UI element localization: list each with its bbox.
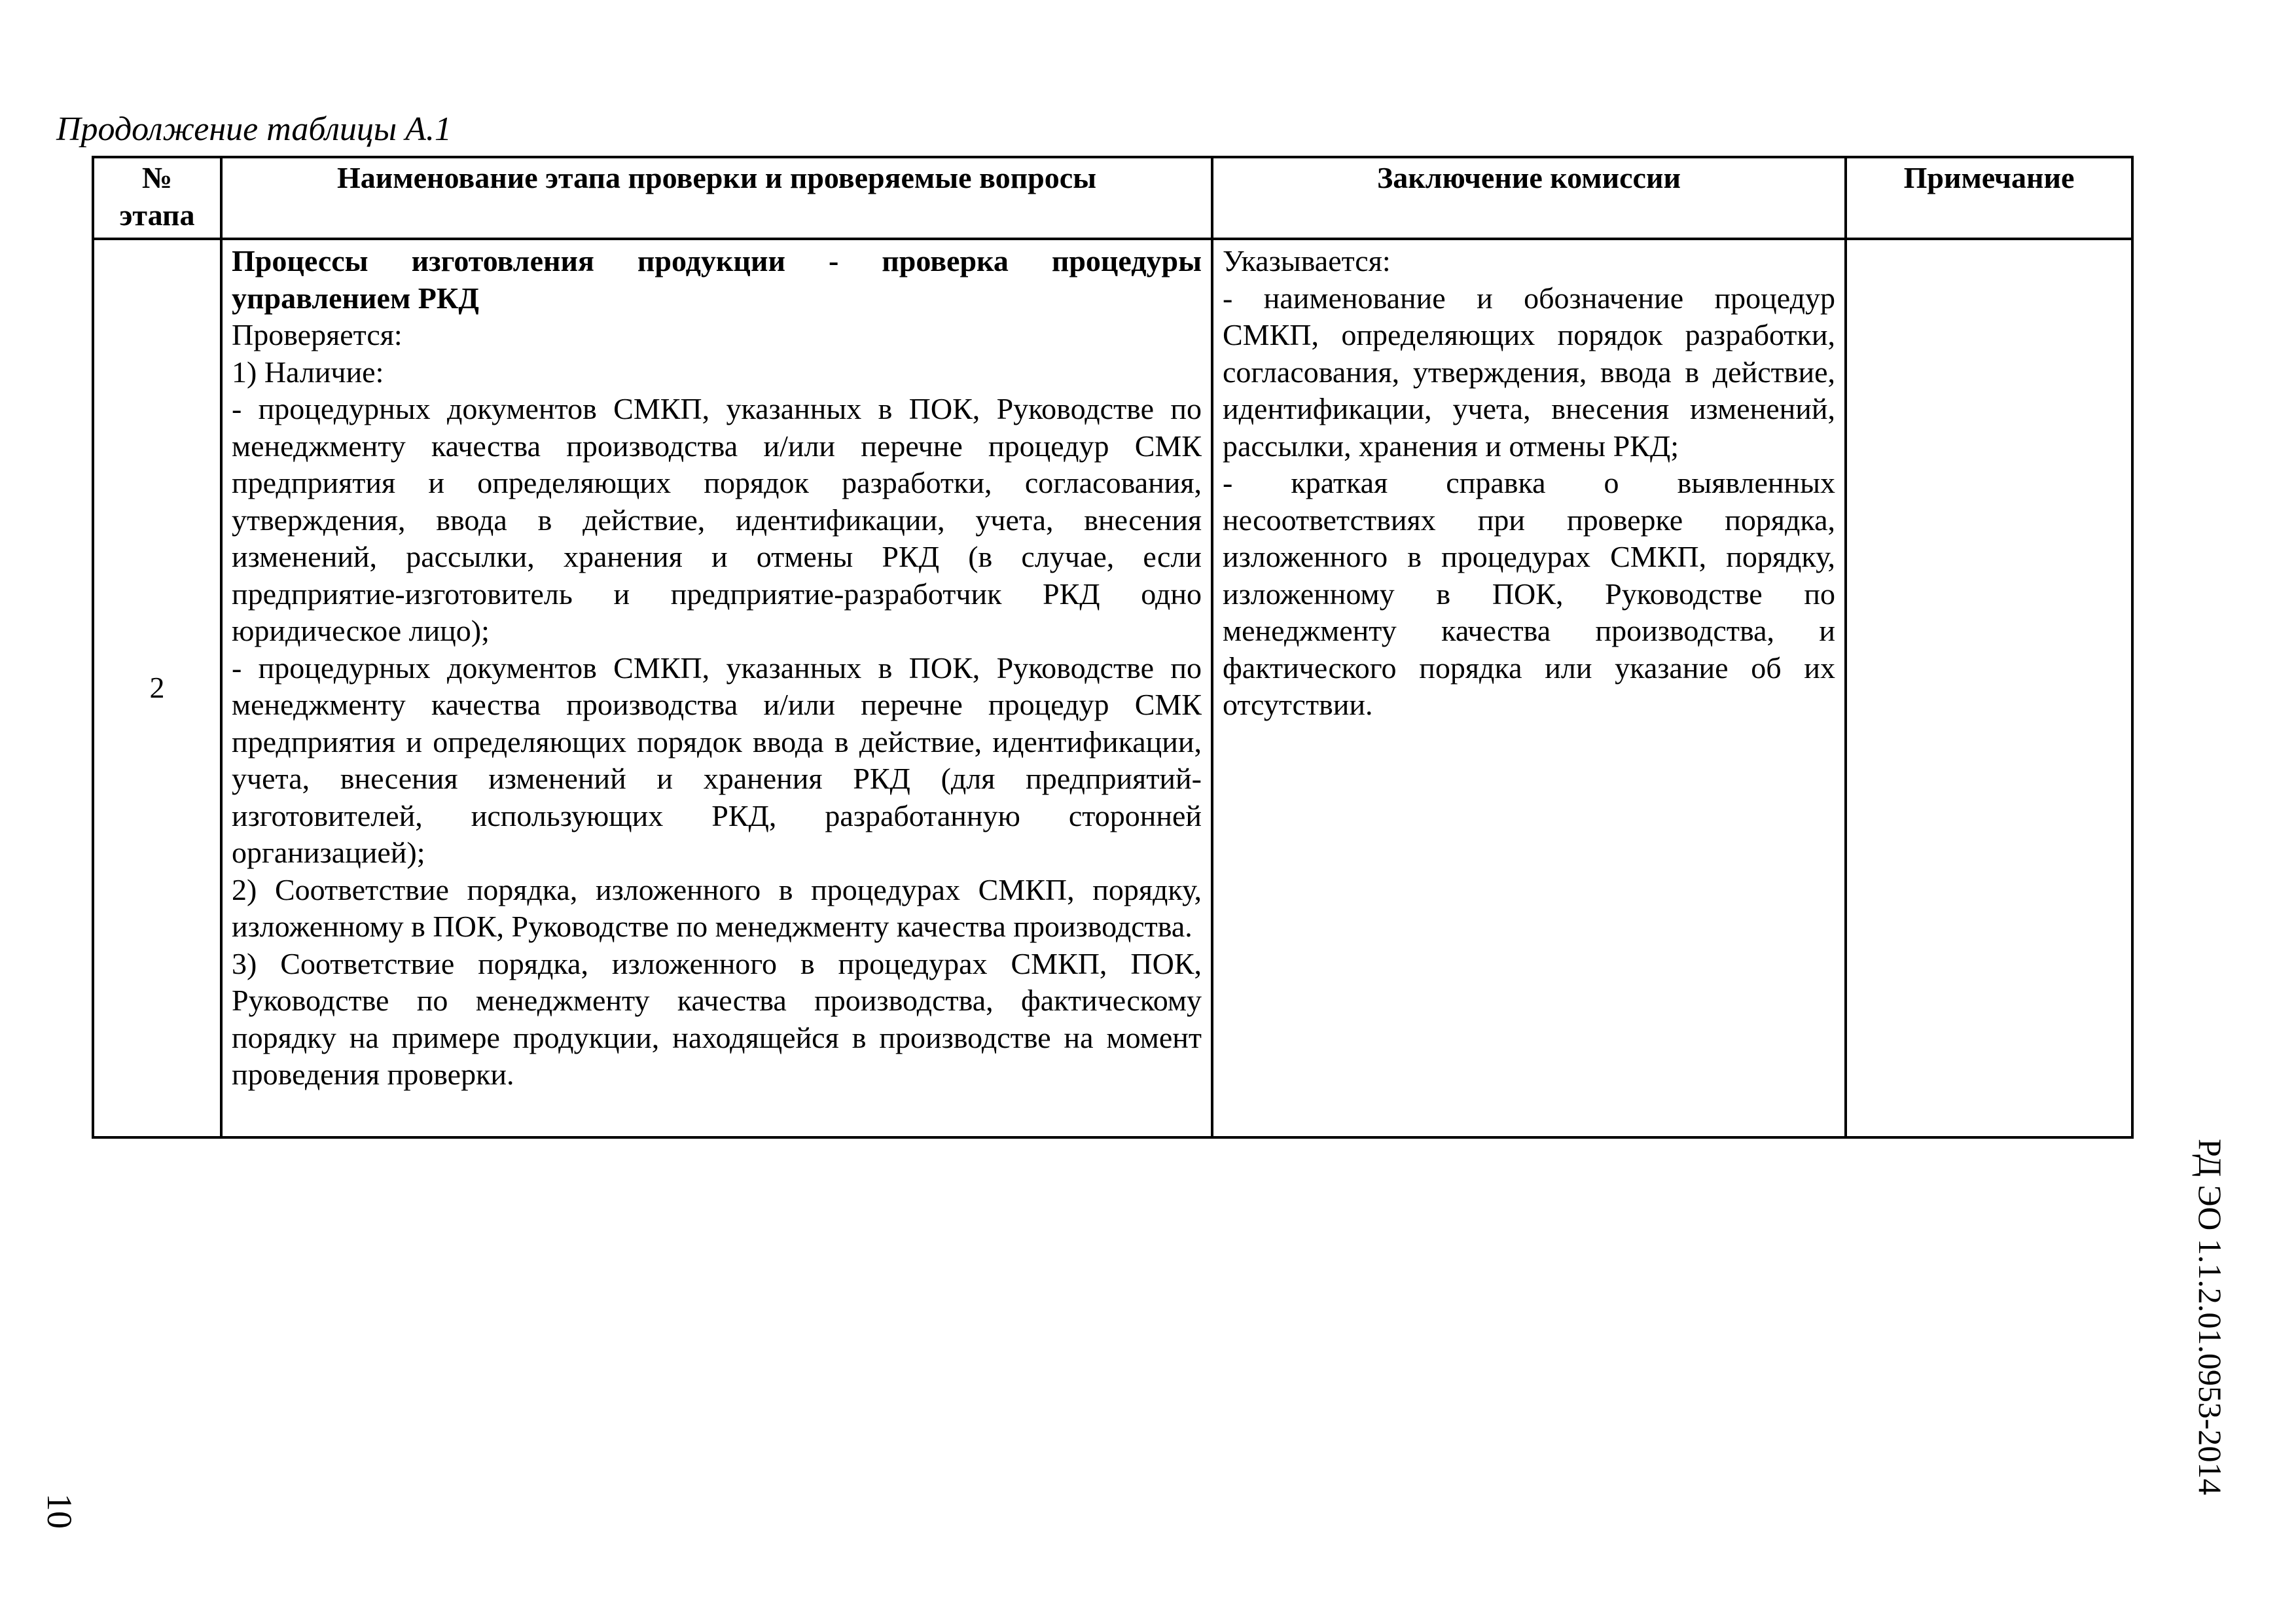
table-caption: Продолжение таблицы А.1 (56, 111, 452, 148)
stage-paragraph: - процедурных документов СМКП, указанных в ПОК, Руководстве по менеджменту качества производства и/или перечне процедур СМК предприятия и определяющих порядок ввода в действие, идентификации, учета, внесения изменений и хранения РКД (для предприятий-изготовителей, использующих РКД, разработанную сторонней организацией); (232, 651, 1202, 869)
stage-paragraph: 3) Соответствие порядка, изложенного в процедурах СМКП, ПОК, Руководстве по менеджменту качества производства, фактическому порядку на примере продукции, находящейся в производстве на момент проведения проверки. (232, 946, 1202, 1091)
header-commission-conclusion: Заключение комиссии (1212, 157, 1846, 239)
stage-paragraph: Проверяется: (232, 318, 403, 351)
conclusion-paragraph: - наименование и обозначение процедур СМКП, определяющих порядок разработки, согласования, утверждения, ввода в действие, идентификации, учета, внесения изменений, рассылки, хранения и отмены РКД; (1223, 281, 1835, 463)
conclusion-paragraph: Указывается: (1223, 244, 1391, 277)
stage-title: Процессы изготовления продукции - проверка процедуры управлением РКД (232, 244, 1202, 315)
table-row (93, 239, 2132, 1137)
stage-number-cell: 2 (93, 239, 221, 1137)
checklist-table (92, 156, 2134, 1139)
conclusion-cell (1212, 239, 1846, 1137)
header-stage-number: № этапа (93, 157, 221, 239)
stage-description-cell (221, 239, 1212, 1137)
conclusion-paragraph: - краткая справка о выявленных несоответствиях при проверке порядка, изложенного в процедурах СМКП, порядку, изложенному в ПОК, Руководстве по менеджменту качества производства, и фактического порядка или указание об их отсутствии. (1223, 466, 1835, 721)
stage-paragraph: 2) Соответствие порядка, изложенного в процедурах СМКП, порядку, изложенному в ПОК, Руководстве по менеджменту качества производства. (232, 872, 1202, 943)
stage-paragraph: 1) Наличие: (232, 355, 384, 389)
table-header-row (93, 157, 2132, 239)
stage-paragraph: - процедурных документов СМКП, указанных в ПОК, Руководстве по менеджменту качества производства и/или перечне процедур СМК предприятия и определяющих порядок разработки, согласования, утверждения, ввода в действие, идентификации, учета, внесения изменений, рассылки, хранения и отмены РКД (в случае, если предприятие-изготовитель и предприятие-разработчик РКД одно юридическое лицо); (232, 392, 1202, 647)
page-number: 10 (40, 1493, 79, 1529)
header-stage-name: Наименование этапа проверки и проверяемые вопросы (221, 157, 1212, 239)
note-cell (1846, 239, 2132, 1137)
header-note: Примечание (1846, 157, 2132, 239)
document-code: РД ЭО 1.1.2.01.0953-2014 (2192, 1139, 2229, 1495)
